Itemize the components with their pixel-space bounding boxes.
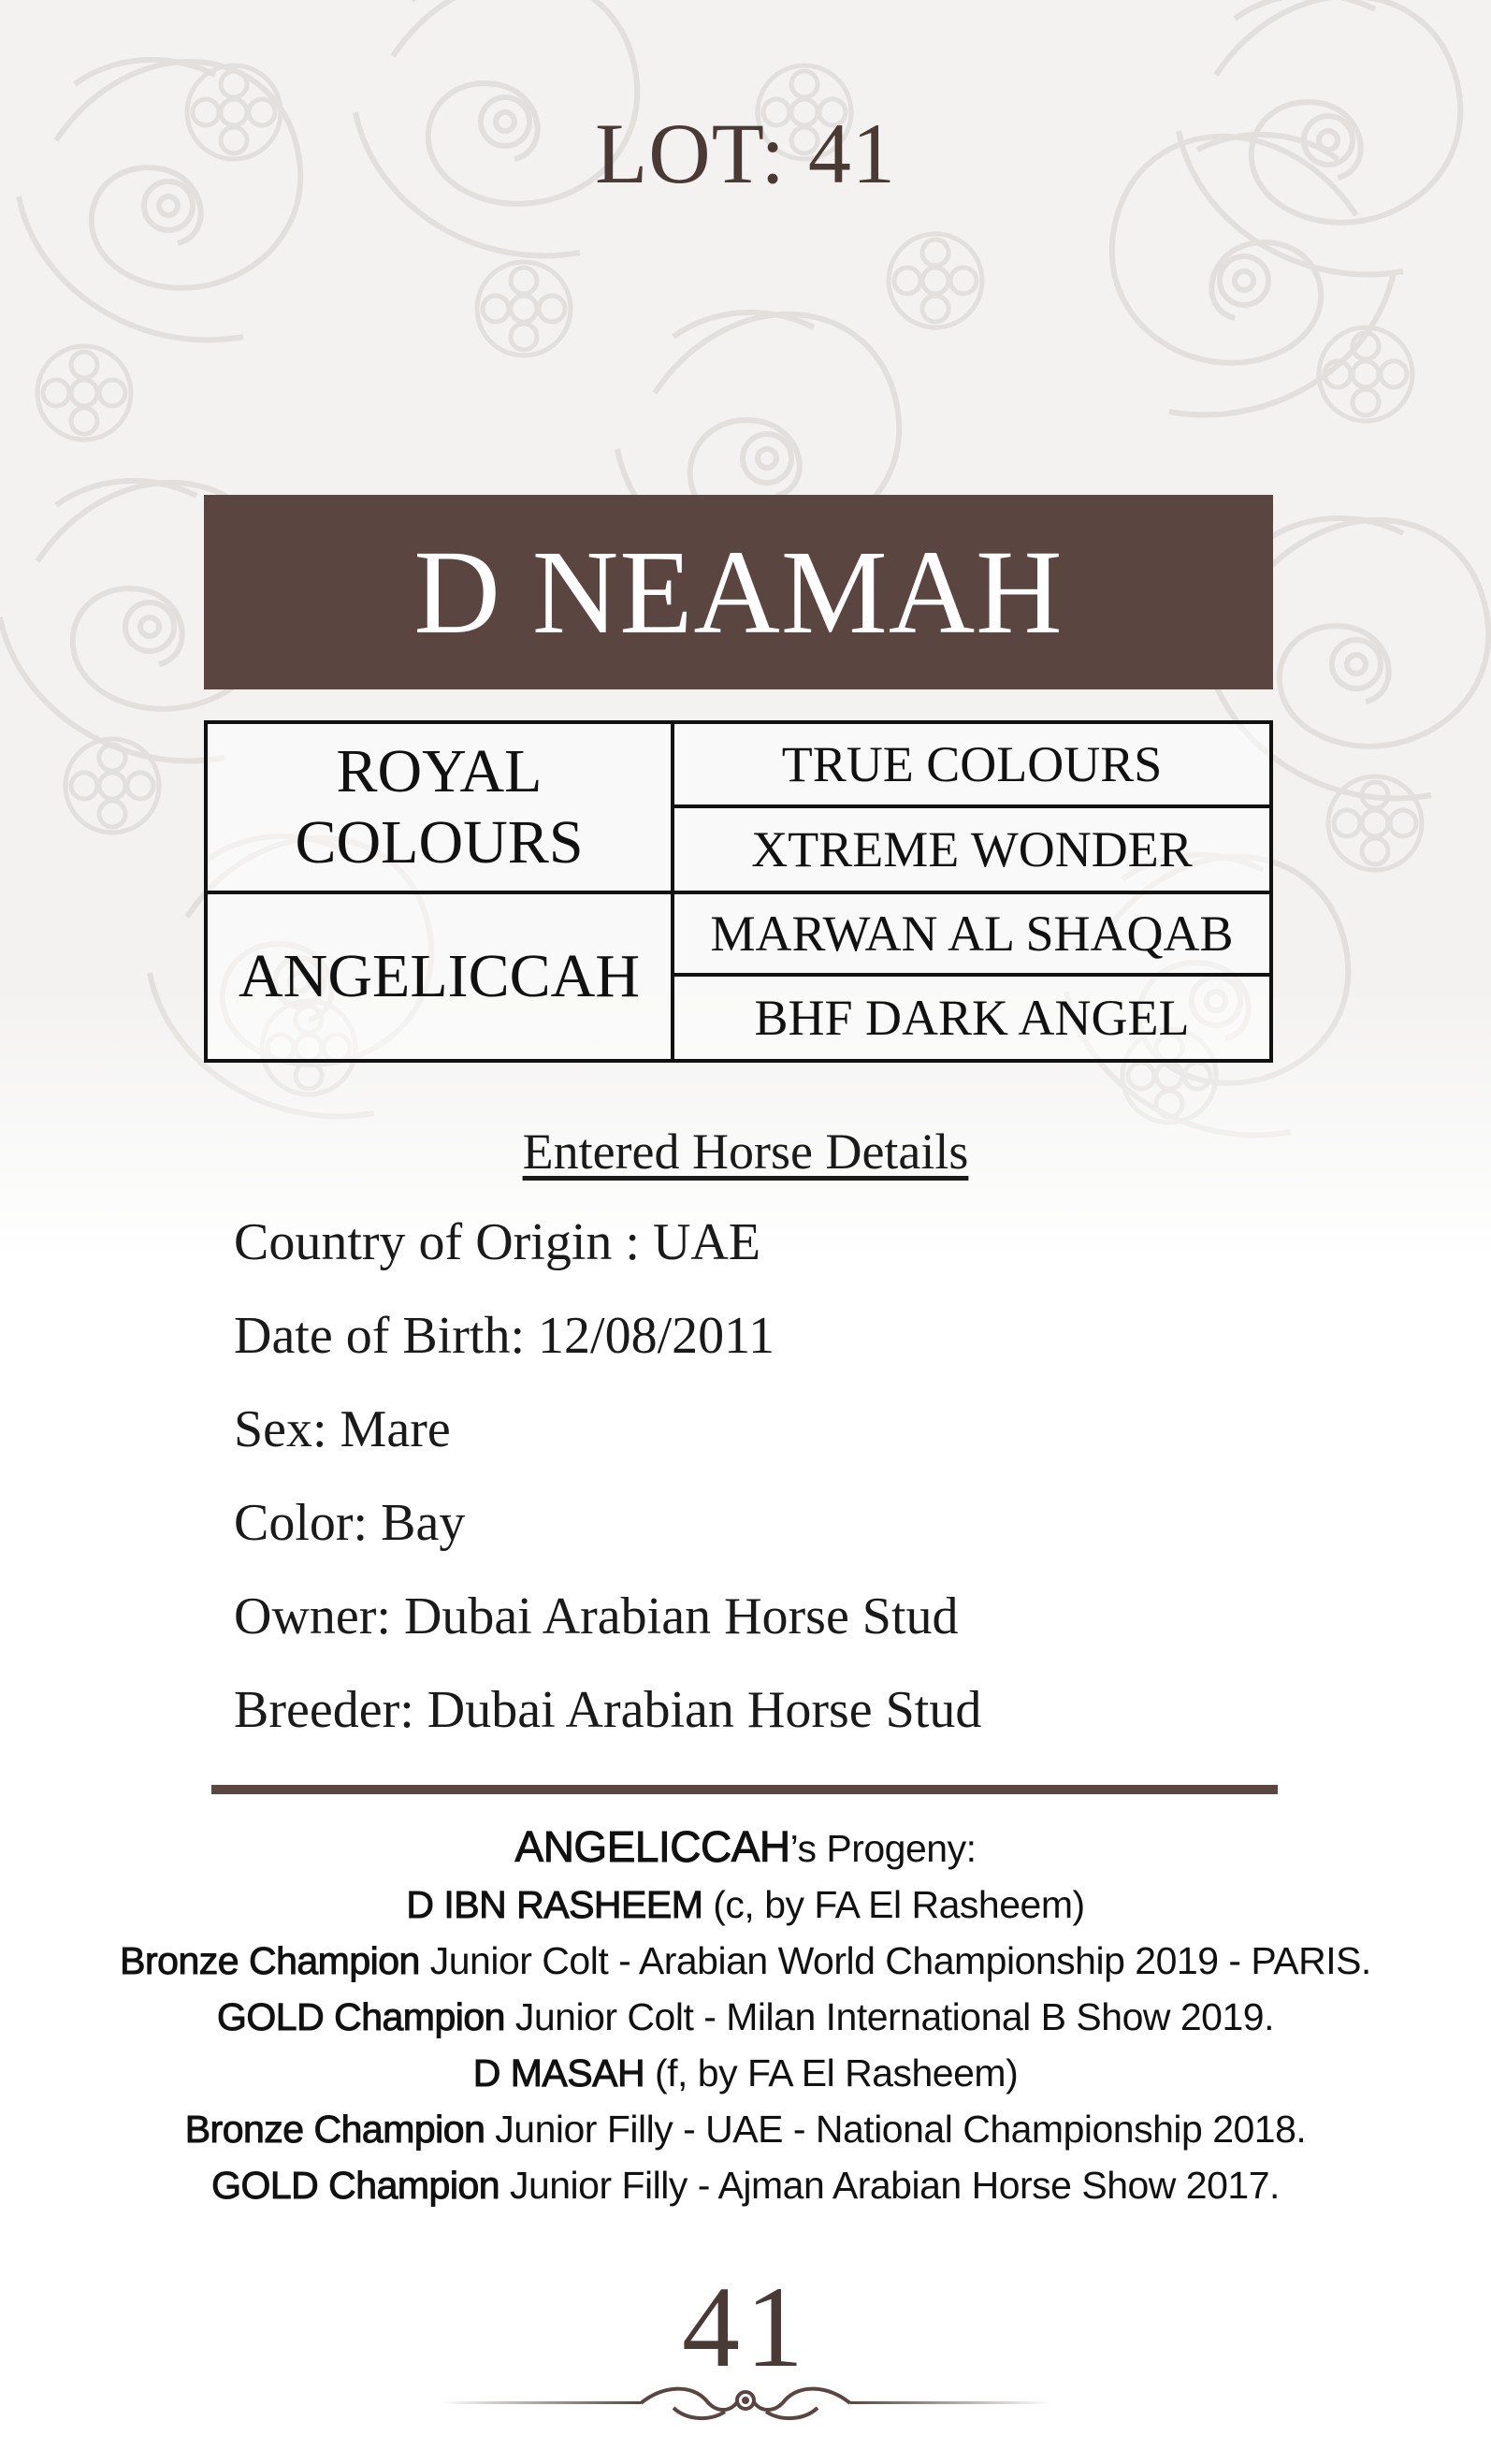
- pedigree-sire-sire: TRUE COLOURS: [781, 736, 1163, 792]
- progeny-line-bold: GOLD Champion: [211, 2164, 500, 2207]
- lot-title: LOT: 41: [595, 106, 896, 201]
- pedigree-table: [204, 720, 1273, 1063]
- pedigree-sire: ROYAL COLOURS: [295, 737, 584, 877]
- horse-name: D NEAMAH: [413, 526, 1064, 659]
- pedigree-dam: ANGELICCAH: [239, 942, 640, 1011]
- detail-dob: Date of Birth: 12/08/2011: [234, 1307, 775, 1365]
- page-number: 41: [682, 2263, 809, 2391]
- progeny-heading: [0, 1819, 1491, 1877]
- progeny-line: [0, 2157, 1491, 2213]
- progeny-line: [0, 1933, 1491, 1989]
- progeny-line-bold: Bronze Champion: [184, 2108, 485, 2151]
- pedigree-sire-dam: XTREME WONDER: [751, 821, 1193, 877]
- progeny-line: [0, 1877, 1491, 1933]
- progeny-heading-suffix: ’s Progeny:: [789, 1827, 977, 1870]
- progeny-line-bold: GOLD Champion: [217, 1995, 505, 2038]
- pedigree-dam-sire: MARWAN AL SHAQAB: [710, 906, 1234, 962]
- detail-country: Country of Origin : UAE: [234, 1213, 761, 1271]
- scroll-ornament-icon: [440, 2380, 1051, 2427]
- progeny-line-text: (c, by FA El Rasheem): [702, 1883, 1085, 1926]
- progeny-dam-name: ANGELICCAH: [514, 1822, 790, 1871]
- detail-sex: Sex: Mare: [234, 1400, 451, 1458]
- divider: [211, 1785, 1278, 1794]
- detail-color: Color: Bay: [234, 1494, 466, 1552]
- detail-breeder: Breeder: Dubai Arabian Horse Stud: [234, 1681, 982, 1739]
- progeny-line: [0, 2101, 1491, 2157]
- horse-name-banner: [204, 495, 1273, 689]
- details-heading: Entered Horse Details: [522, 1123, 969, 1180]
- progeny-line-text: Junior Colt - Arabian World Championship 2019 - PARIS.: [419, 1939, 1371, 1982]
- progeny-line-text: Junior Filly - Ajman Arabian Horse Show 2017.: [499, 2164, 1280, 2207]
- progeny-section: [0, 1819, 1491, 2213]
- progeny-line-text: Junior Filly - UAE - National Championship 2018.: [485, 2108, 1307, 2151]
- progeny-line-bold: D IBN RASHEEM: [406, 1883, 703, 1926]
- progeny-line-text: (f, by FA El Rasheem): [644, 2051, 1019, 2094]
- progeny-line: [0, 2045, 1491, 2101]
- progeny-line-bold: D MASAH: [472, 2051, 645, 2094]
- progeny-line: [0, 1989, 1491, 2045]
- progeny-line-bold: Bronze Champion: [120, 1939, 420, 1982]
- detail-owner: Owner: Dubai Arabian Horse Stud: [234, 1587, 959, 1645]
- pedigree-dam-dam: BHF DARK ANGEL: [754, 990, 1190, 1046]
- progeny-line-text: Junior Colt - Milan International B Show 2019.: [504, 1995, 1274, 2038]
